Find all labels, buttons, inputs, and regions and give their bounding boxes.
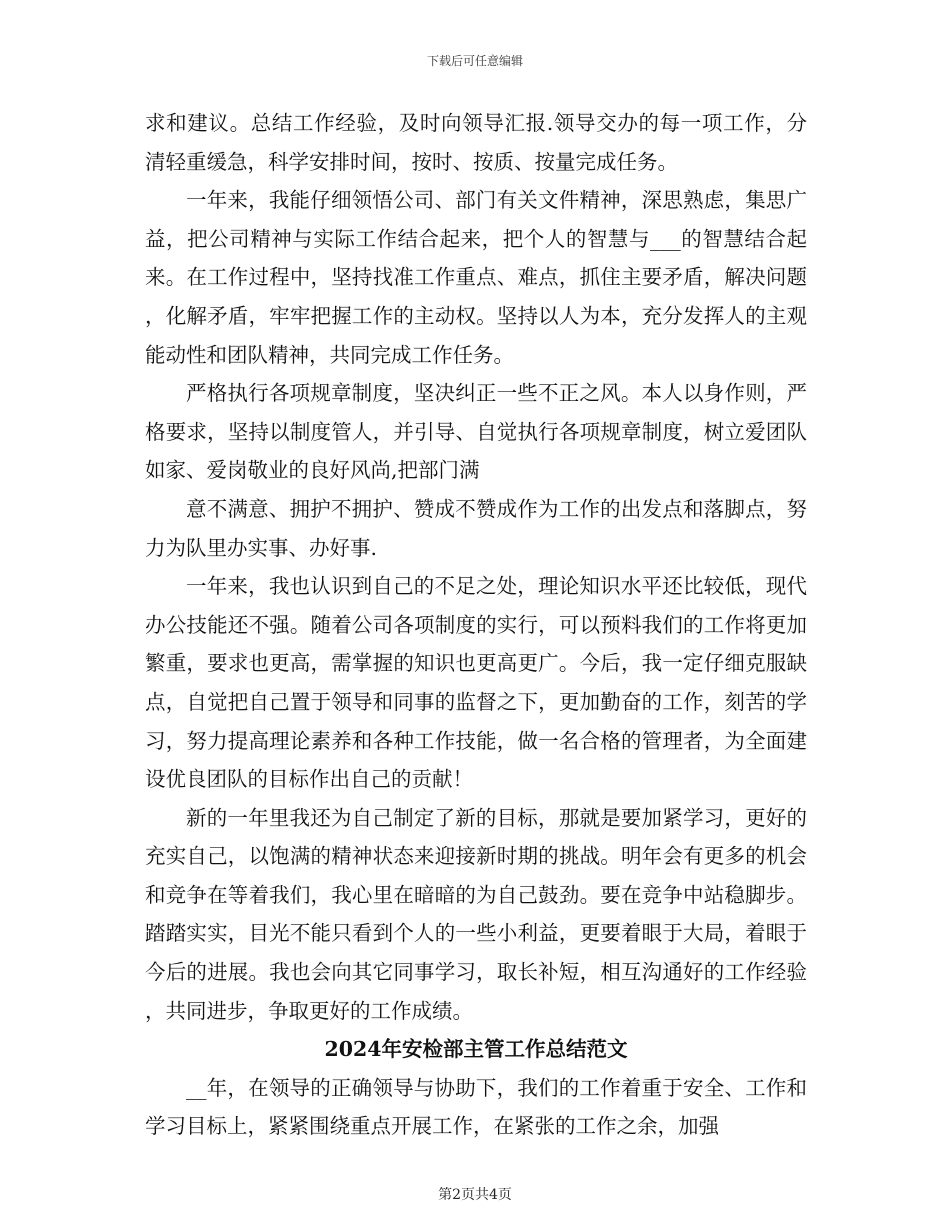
paragraph: 新的一年里我还为自己制定了新的目标，那就是要加紧学习，更好的充实自己，以饱满的精神状态来迎接新时期的挑战。明年会有更多的机会和竞争在等着我们，我心里在暗暗的为自己鼓劲。要在竞争中站稳脚步。踏踏实实，目光不能只看到个人的一些小利益，更要着眼于大局，着眼于今后的进展。我也会向其它同事学习，取长补短，相互沟通好的工作经验，共同进步，争取更好的工作成绩。 (145, 805, 807, 1023)
paragraph-continuation: 求和建议。总结工作经验，及时向领导汇报.领导交办的每一项工作，分清轻重缓急，科学安排时间，按时、按质、按量完成任务。 (145, 111, 807, 174)
section-paragraph: __年，在领导的正确领导与协助下，我们的工作着重于安全、工作和学习目标上，紧紧围绕重点开展工作，在紧张的工作之余，加强 (145, 1075, 807, 1139)
document-body (145, 104, 807, 1146)
paragraph: 一年来，我也认识到自己的不足之处，理论知识水平还比较低，现代办公技能还不强。随着公司各项制度的实行，可以预料我们的工作将更加繁重，要求也更高，需掌握的知识也更高更广。今后，我一定仔细克服缺点，自觉把自己置于领导和同事的监督之下，更加勤奋的工作，刻苦的学习，努力提高理论素养和各种工作技能，做一名合格的管理者，为全面建设优良团队的目标作出自己的贡献！ (145, 574, 807, 792)
paragraph: 一年来，我能仔细领悟公司、部门有关文件精神，深思熟虑，集思广益，把公司精神与实际工作结合起来，把个人的智慧与___的智慧结合起来。在工作过程中，坚持找准工作重点、难点，抓住主要矛盾，解决问题，化解矛盾，牢牢把握工作的主动权。坚持以人为本，充分发挥人的主观能动性和团队精神，共同完成工作任务。 (145, 188, 807, 367)
paragraph: 意不满意、拥护不拥护、赞成不赞成作为工作的出发点和落脚点，努力为队里办实事、办好事. (145, 496, 807, 560)
page-footer: 第2页共4页 (438, 1187, 512, 1203)
section-title: 2024年安检部主管工作总结范文 (324, 1037, 628, 1062)
paragraph: 严格执行各项规章制度，坚决纠正一些不正之风。本人以身作则，严格要求，坚持以制度管人，并引导、自觉执行各项规章制度，树立爱团队如家、爱岗敬业的良好风尚,把部门满 (145, 381, 807, 483)
page-header: 下载后可任意编辑 (426, 54, 523, 68)
